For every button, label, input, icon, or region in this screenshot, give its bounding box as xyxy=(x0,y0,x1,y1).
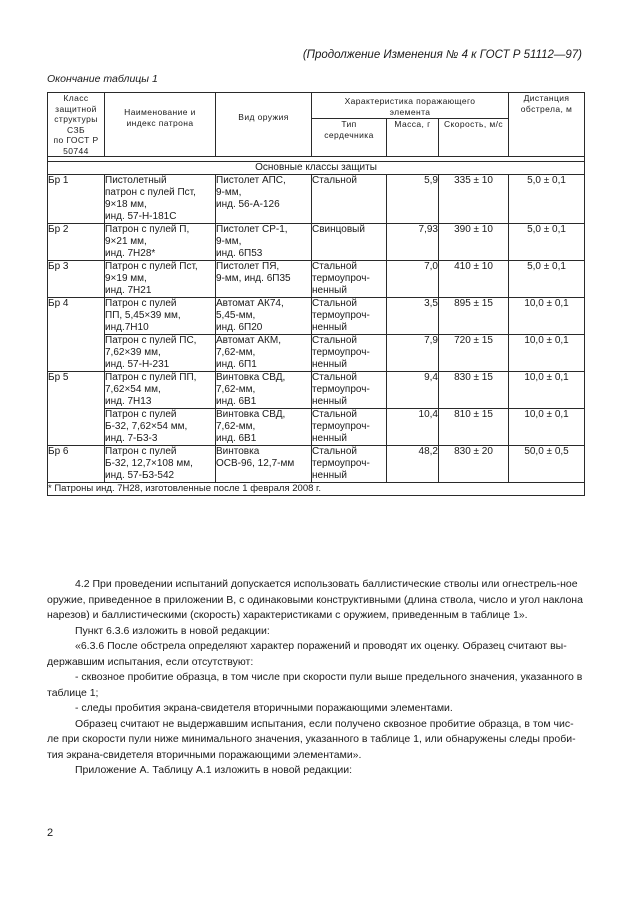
speed-cell: 390 ± 10 xyxy=(439,224,509,261)
cartridge-cell-line: Патрон с пулей xyxy=(105,298,177,309)
core-type-cell xyxy=(312,372,387,409)
table-row xyxy=(48,175,585,224)
mass-cell: 7,93 xyxy=(387,224,439,261)
header-mass-text: Масса, г xyxy=(394,119,431,130)
speed-cell: 410 ± 10 xyxy=(439,261,509,298)
header-class-line: по ГОСТ Р xyxy=(53,135,99,145)
core-type-cell-line: ненный xyxy=(312,322,347,333)
core-type-cell xyxy=(312,298,387,335)
distance-cell: 5,0 ± 0,1 xyxy=(509,175,585,224)
weapon-cell xyxy=(216,446,312,483)
core-type-cell-line: Стальной xyxy=(312,335,357,346)
table-row xyxy=(48,261,585,298)
header-class-line: 50744 xyxy=(63,145,89,156)
header-class-line: СЗБ xyxy=(67,124,85,135)
weapon-cell-line: инд. 6П20 xyxy=(216,322,263,333)
cartridge-cell xyxy=(105,446,216,483)
core-type-cell xyxy=(312,446,387,483)
mass-cell: 9,4 xyxy=(387,372,439,409)
speed-cell: 895 ± 15 xyxy=(439,298,509,335)
protection-class-cell: Бр 2 xyxy=(48,224,105,261)
ammunition-table xyxy=(47,92,585,496)
cartridge-cell-line: инд. 57-Н-231 xyxy=(105,359,170,370)
header-class xyxy=(48,93,105,157)
table-footnote: * Патроны инд. 7Н28, изготовленные после 1 февраля 2008 г. xyxy=(48,483,585,496)
cartridge-cell-line: 7,62×54 мм, xyxy=(105,384,161,395)
cartridge-cell-line: инд.7Н10 xyxy=(105,322,149,333)
core-type-cell-line: ненный xyxy=(312,285,347,296)
cartridge-cell xyxy=(105,224,216,261)
cartridge-cell-line: инд. 7Н13 xyxy=(105,396,152,407)
speed-cell: 830 ± 20 xyxy=(439,446,509,483)
cartridge-cell-line: патрон с пулей Пст, xyxy=(105,187,196,198)
table-row xyxy=(48,335,585,372)
core-type-cell-line: Стальной xyxy=(312,446,357,457)
cartridge-cell-line: инд. 7Н21 xyxy=(105,285,152,296)
core-type-cell-line: Стальной xyxy=(312,175,357,186)
cartridge-cell-line: инд. 57-Б3-542 xyxy=(105,470,175,481)
header-cartridge-line: Наименование и xyxy=(124,107,196,117)
weapon-cell xyxy=(216,175,312,224)
cartridge-cell-line: Патрон с пулей xyxy=(105,409,177,420)
weapon-cell-line: Автомат АКМ, xyxy=(216,335,281,346)
core-type-cell xyxy=(312,224,387,261)
cartridge-cell xyxy=(105,372,216,409)
speed-cell: 335 ± 10 xyxy=(439,175,509,224)
paragraph-6-3-6: «6.3.6 После обстрела определяют характер поражений и проводят их оценку. Образец считают вы-державшим испытания, если отсутствуют: xyxy=(47,640,567,668)
core-type-cell-line: Свинцовый xyxy=(312,224,365,235)
weapon-cell-line: ОСВ-96, 12,7-мм xyxy=(216,458,295,469)
core-type-cell-line: термоупроч- xyxy=(312,384,370,395)
mass-cell: 48,2 xyxy=(387,446,439,483)
core-type-cell-line: термоупроч- xyxy=(312,458,370,469)
cartridge-cell xyxy=(105,298,216,335)
cartridge-cell-line: Патрон с пулей П, xyxy=(105,224,190,235)
weapon-cell-line: инд. 6В1 xyxy=(216,396,257,407)
weapon-cell-line: Винтовка СВД, xyxy=(216,372,286,383)
distance-cell: 10,0 ± 0,1 xyxy=(509,335,585,372)
weapon-cell-line: инд. 6П1 xyxy=(216,359,257,370)
header-speed-text: Скорость, м/с xyxy=(443,119,504,130)
weapon-cell-line: Автомат АК74, xyxy=(216,298,284,309)
paragraph-item-6-3-6: Пункт 6.3.6 изложить в новой редакции: xyxy=(75,624,270,637)
header-class-line: защитной xyxy=(55,103,97,114)
weapon-cell-line: Пистолет ПЯ, xyxy=(216,261,280,272)
core-type-cell xyxy=(312,409,387,446)
paragraph-not-passed: Образец считают не выдержавшим испытания, если получено сквозное пробитие образца, в том чис-ле при скорости пули ниже минимального значения, указанного в таблице 1, или обнаружены следы проби-тия экрана-свидетеля вторичными поражающими элементами». xyxy=(47,717,576,761)
header-distance-line: обстрела, м xyxy=(520,103,573,114)
header-distance-line: Дистанция xyxy=(523,93,570,103)
weapon-cell-line: 9-мм, xyxy=(216,187,242,198)
distance-cell: 10,0 ± 0,1 xyxy=(509,298,585,335)
list-item-through-penetration: - сквозное пробитие образца, в том числе при скорости пули выше предельного значения, указанного в таблице 1; xyxy=(47,671,583,699)
cartridge-cell-line: инд. 57-Н-181С xyxy=(105,211,177,222)
core-type-cell-line: ненный xyxy=(312,470,347,481)
weapon-cell-line: Пистолет СР-1, xyxy=(216,224,288,235)
weapon-cell-line: инд. 56-А-126 xyxy=(216,199,280,210)
weapon-cell-line: Пистолет АПС, xyxy=(216,175,286,186)
cartridge-cell-line: инд. 7-Б3-3 xyxy=(105,433,158,444)
mass-cell: 5,9 xyxy=(387,175,439,224)
core-type-cell-line: ненный xyxy=(312,396,347,407)
weapon-cell xyxy=(216,372,312,409)
section-title: Основные классы защиты xyxy=(48,162,585,175)
header-cartridge xyxy=(105,93,216,157)
body-text xyxy=(47,577,584,779)
distance-cell: 50,0 ± 0,5 xyxy=(509,446,585,483)
core-type-cell-line: термоупроч- xyxy=(312,310,370,321)
weapon-cell-line: инд. 6П53 xyxy=(216,248,263,259)
header-weapon-text: Вид оружия xyxy=(238,112,289,122)
cartridge-cell-line: Патрон с пулей ПП, xyxy=(105,372,197,383)
cartridge-cell-line: 7,62×39 мм, xyxy=(105,347,161,358)
weapon-cell-line: 7,62-мм, xyxy=(216,347,256,358)
table-row xyxy=(48,372,585,409)
table-caption: Окончание таблицы 1 xyxy=(47,73,158,85)
cartridge-cell xyxy=(105,175,216,224)
cartridge-cell xyxy=(105,261,216,298)
weapon-cell xyxy=(216,224,312,261)
list-item-witness-screen: - следы пробития экрана-свидетеля вторичными поражающими элементами. xyxy=(75,702,453,714)
cartridge-cell-line: Пистолетный xyxy=(105,175,167,186)
core-type-cell-line: термоупроч- xyxy=(312,273,370,284)
header-class-line: структуры xyxy=(54,114,98,124)
core-type-cell-line: термоупроч- xyxy=(312,347,370,358)
cartridge-cell-line: 9×18 мм, xyxy=(105,199,147,210)
protection-class-cell: Бр 4 xyxy=(48,298,105,372)
protection-class-cell: Бр 1 xyxy=(48,175,105,224)
header-speed xyxy=(439,119,509,157)
weapon-cell xyxy=(216,409,312,446)
table-row xyxy=(48,298,585,335)
header-weapon xyxy=(216,93,312,157)
header-cartridge-line: индекс патрона xyxy=(126,117,194,128)
weapon-cell-line: Винтовка СВД, xyxy=(216,409,286,420)
distance-cell: 5,0 ± 0,1 xyxy=(509,224,585,261)
cartridge-cell xyxy=(105,335,216,372)
running-header: (Продолжение Изменения № 4 к ГОСТ Р 51112—97) xyxy=(302,49,582,61)
mass-cell: 3,5 xyxy=(387,298,439,335)
weapon-cell-line: 9-мм, инд. 6П35 xyxy=(216,273,291,284)
header-core-line: сердечника xyxy=(324,129,374,140)
mass-cell: 10,4 xyxy=(387,409,439,446)
distance-cell: 10,0 ± 0,1 xyxy=(509,409,585,446)
distance-cell: 10,0 ± 0,1 xyxy=(509,372,585,409)
protection-class-cell: Бр 3 xyxy=(48,261,105,298)
core-type-cell-line: Стальной xyxy=(312,409,357,420)
core-type-cell-line: Стальной xyxy=(312,372,357,383)
table-row xyxy=(48,409,585,446)
core-type-cell-line: Стальной xyxy=(312,298,357,309)
core-type-cell xyxy=(312,261,387,298)
table-row xyxy=(48,446,585,483)
cartridge-cell-line: Патрон с пулей ПС, xyxy=(105,335,197,346)
header-core-line: Тип xyxy=(341,119,357,130)
weapon-cell-line: инд. 6В1 xyxy=(216,433,257,444)
weapon-cell xyxy=(216,335,312,372)
header-element-group xyxy=(312,93,509,119)
speed-cell: 720 ± 15 xyxy=(439,335,509,372)
speed-cell: 830 ± 15 xyxy=(439,372,509,409)
protection-class-cell: Бр 5 xyxy=(48,372,105,446)
core-type-cell-line: ненный xyxy=(312,433,347,444)
protection-class-cell: Бр 6 xyxy=(48,446,105,483)
core-type-cell xyxy=(312,175,387,224)
cartridge-cell-line: Патрон с пулей xyxy=(105,446,177,457)
mass-cell: 7,0 xyxy=(387,261,439,298)
cartridge-cell-line: Патрон с пулей Пст, xyxy=(105,261,198,272)
core-type-cell-line: термоупроч- xyxy=(312,421,370,432)
weapon-cell-line: Винтовка xyxy=(216,446,260,457)
cartridge-cell-line: 9×19 мм, xyxy=(105,273,147,284)
cartridge-cell-line: Б-32, 7,62×54 мм, xyxy=(105,421,188,432)
header-group-line: Характеристика поражающего xyxy=(344,96,476,106)
weapon-cell xyxy=(216,298,312,335)
paragraph-4-2: 4.2 При проведении испытаний допускается использовать баллистические стволы или огнестрель-ное оружие, приведенное в приложении В, с одинаковыми конструктивными (длина ствола, число и угол наклона нарезов) и баллистическими (скорость) характеристиками с оружием, приведенным в таблице 1». xyxy=(47,578,583,621)
cartridge-cell-line: ПП, 5,45×39 мм, xyxy=(105,310,181,321)
header-group-line: элемента xyxy=(389,106,431,117)
distance-cell: 5,0 ± 0,1 xyxy=(509,261,585,298)
table-row xyxy=(48,224,585,261)
weapon-cell xyxy=(216,261,312,298)
cartridge-cell xyxy=(105,409,216,446)
weapon-cell-line: 5,45-мм, xyxy=(216,310,256,321)
header-core xyxy=(312,119,387,157)
mass-cell: 7,9 xyxy=(387,335,439,372)
weapon-cell-line: 7,62-мм, xyxy=(216,384,256,395)
core-type-cell-line: Стальной xyxy=(312,261,357,272)
header-class-line: Класс xyxy=(63,93,89,103)
cartridge-cell-line: инд. 7Н28* xyxy=(105,248,156,259)
core-type-cell xyxy=(312,335,387,372)
speed-cell: 810 ± 15 xyxy=(439,409,509,446)
paragraph-appendix-a: Приложение А. Таблицу А.1 изложить в новой редакции: xyxy=(75,764,353,776)
cartridge-cell-line: Б-32, 12,7×108 мм, xyxy=(105,458,193,469)
cartridge-cell-line: 9×21 мм, xyxy=(105,236,147,247)
page-number: 2 xyxy=(47,827,54,839)
weapon-cell-line: 7,62-мм, xyxy=(216,421,256,432)
header-distance xyxy=(509,93,585,157)
weapon-cell-line: 9-мм, xyxy=(216,236,242,247)
core-type-cell-line: ненный xyxy=(312,359,347,370)
header-mass xyxy=(387,119,439,157)
